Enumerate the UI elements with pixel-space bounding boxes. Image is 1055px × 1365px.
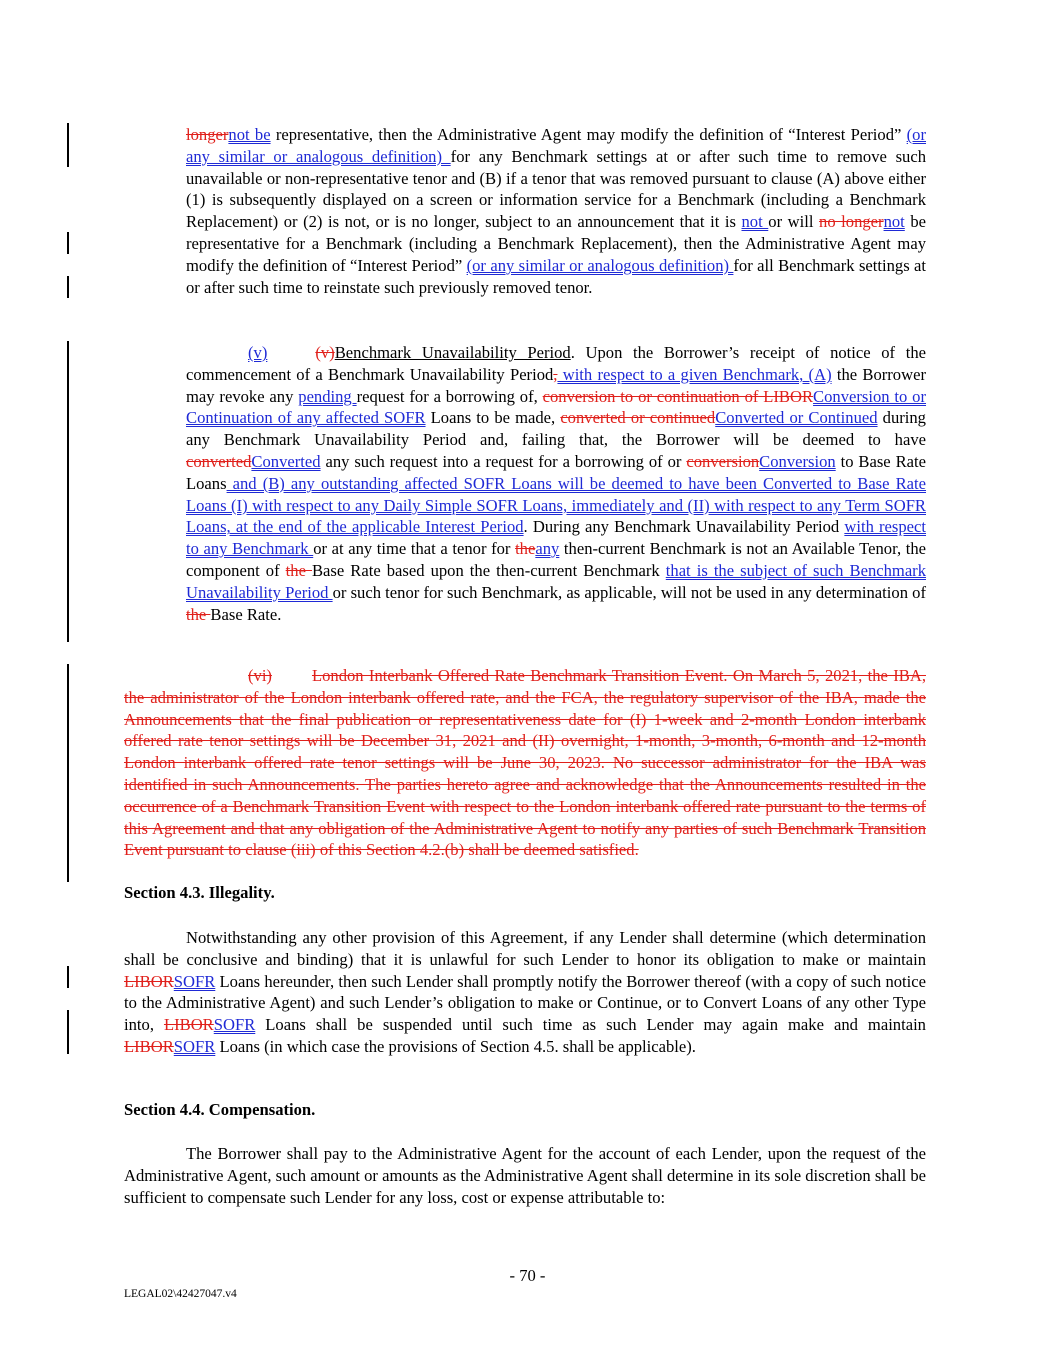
body-text: then-current Benchmark is not an Available Tenor, the component of <box>186 539 926 580</box>
body-text: or such tenor for such Benchmark, as applicable, will not be used in any determination of <box>332 582 926 602</box>
deleted-paragraph-text: London Interbank Offered Rate Benchmark Transition Event. On March 5, 2021, the IBA, the administrator of the London interbank offered rate, and the FCA, the regulatory supervisor of the IBA, made the Announcements that the final publication or representativeness date for (I) 1-week and 2-month London interbank offered rate tenor settings will be December 31, 2021 and (II) overnight, 1-month, 3-month, 6-month and 12-month London interbank offered rate tenor settings will be June 30, 2023. No successor administrator for the IBA was identified in such Announcements. The parties hereto agree and acknowledge that the Announcements resulted in the occurrence of a Benchmark Transition Event with respect to the London interbank offered rate pursuant to the terms of this Agreement and that any obligation of the Administrative Agent to notify any parties of such Benchmark Transition Event pursuant to clause (iii) of this Section 4.2.(b) shall be deemed satisfied. <box>124 666 926 860</box>
body-text: the Borrower may revoke any <box>186 364 926 406</box>
body-text: Loans to be made, <box>425 408 561 428</box>
inserted-text: SOFR <box>173 971 216 991</box>
body-text: for any Benchmark settings at or after such time to remove such unavailable or non-representative tenor and (B) if a tenor that was removed pursuant to clause (A) above either (1) is subsequently displayed on a screen or information service for a Benchmark (including a Benchmark Replacement) or (2) is not, or is no longer, subject to an announcement that it is <box>186 146 926 232</box>
paragraph-benchmark-unavailability <box>186 342 926 625</box>
body-text: Notwithstanding any other provision of this Agreement, if any Lender shall determine (which determination shall be conclusive and binding) that it is unlawful for such Lender to honor its obligation to make or maintain <box>124 928 926 969</box>
change-bar <box>67 1010 69 1054</box>
inserted-text: SOFR <box>173 1036 216 1056</box>
deleted-text: the <box>515 539 536 559</box>
body-text: Base Rate based upon the then-current Benchmark <box>311 560 666 580</box>
inserted-text: Converted <box>251 451 321 471</box>
inserted-text: with respect to any Benchmark <box>186 517 927 559</box>
inserted-text: Conversion to or Continuation of any affected SOFR <box>186 386 927 428</box>
body-text: or at any time that a tenor for <box>313 539 516 559</box>
body-text: . During any Benchmark Unavailability Period <box>523 517 845 537</box>
body-text: for all Benchmark settings at or after such time to reinstate such previously removed tenor. <box>186 255 927 297</box>
inserted-text: pending <box>298 386 357 406</box>
inserted-text: that is the subject of such Benchmark Unavailability Period <box>186 560 927 602</box>
change-bar <box>67 966 69 988</box>
section-heading-compensation: Section 4.4. Compensation. <box>124 1100 316 1119</box>
body-text: to Base Rate Loans <box>186 451 926 493</box>
deleted-text: LIBOR <box>124 1036 174 1056</box>
body-text: The Borrower shall pay to the Administrative Agent for the account of each Lender, upon the request of the Administrative Agent, such amount or amounts as the Administrative Agent shall determine in its sole discretion shall be sufficient to compensate such Lender for any loss, cost or expense attributable to: <box>124 1144 926 1207</box>
deleted-clause-number: (vi) <box>248 666 272 685</box>
inserted-text: (or any similar or analogous definition) <box>466 255 734 275</box>
deleted-text: LIBOR <box>124 971 174 991</box>
body-text: representative, then the Administrative Agent may modify the definition of “Interest Period” <box>270 125 907 144</box>
deleted-text: conversion to or continuation of LIBOR <box>542 386 814 406</box>
inserted-clause-number: (v) <box>248 343 268 362</box>
inserted-text: (or any similar or analogous definition) <box>186 125 927 166</box>
deleted-text: LIBOR <box>163 1015 214 1035</box>
deleted-text: conversion <box>686 451 760 471</box>
paragraph-libor-transition-deleted <box>124 665 926 861</box>
body-text: request for a borrowing of, <box>356 386 543 406</box>
body-text: or will <box>768 212 820 232</box>
change-bar <box>67 664 69 882</box>
inserted-text: SOFR <box>213 1015 256 1035</box>
clause-title: Benchmark Unavailability Period <box>334 343 571 362</box>
deleted-text: converted <box>186 451 252 471</box>
body-text: Loans hereunder, then such Lender shall promptly notify the Borrower thereof (with a copy of such notice to the Administrative Agent) and such Lender’s obligation to make or Continue, or to Convert Loans of any other Type into, <box>124 971 926 1035</box>
body-text: Base Rate. <box>210 604 282 624</box>
inserted-text: Conversion <box>759 451 836 471</box>
change-bar <box>67 341 69 642</box>
body-text: . Upon the Borrower’s receipt of notice of the commencement of a Benchmark Unavailability Period <box>186 343 926 384</box>
inserted-text: Converted or Continued <box>715 408 878 428</box>
inserted-text: not <box>741 212 769 232</box>
inserted-text: not <box>883 212 905 232</box>
deleted-text: the <box>285 560 312 580</box>
paragraph-interest-period <box>186 124 926 298</box>
document-id: LEGAL02\42427047.v4 <box>124 1288 237 1300</box>
paragraph-illegality <box>124 927 926 1058</box>
inserted-text: any <box>535 539 560 559</box>
section-heading-illegality: Section 4.3. Illegality. <box>124 883 275 902</box>
paragraph-compensation <box>124 1143 926 1208</box>
inserted-text: not be <box>228 125 271 144</box>
page-number: - 70 - <box>509 1266 546 1285</box>
change-bar <box>67 232 69 254</box>
deleted-text: the <box>186 604 211 624</box>
body-text: Loans shall be suspended until such time as such Lender may again make and maintain <box>255 1015 926 1035</box>
body-text: Loans (in which case the provisions of Section 4.5. shall be applicable). <box>215 1036 696 1056</box>
body-text: during any Benchmark Unavailability Period and, failing that, the Borrower will be deemed to have <box>186 408 926 450</box>
deleted-clause-number: (v) <box>315 343 335 362</box>
body-text: be representative for a Benchmark (including a Benchmark Replacement), then the Administrative Agent may modify the definition of “Interest Period” <box>186 212 926 275</box>
body-text: any such request into a request for a borrowing of or <box>320 451 687 471</box>
deleted-text: no longer <box>819 212 884 232</box>
deleted-text: , <box>553 364 558 384</box>
change-bar <box>67 123 69 167</box>
change-bar <box>67 276 69 298</box>
inserted-text: and (B) any outstanding affected SOFR Loans will be deemed to have been Converted to Base Rate Loans (I) with respect to any Daily Simple SOFR Loans, immediately and (II) with respect to any Term SOFR Loans, at the end of the applicable Interest Period <box>186 473 926 537</box>
inserted-text: with respect to a given Benchmark, (A) <box>557 364 832 384</box>
deleted-text: converted or continued <box>560 408 716 428</box>
deleted-text: longer <box>186 125 229 144</box>
